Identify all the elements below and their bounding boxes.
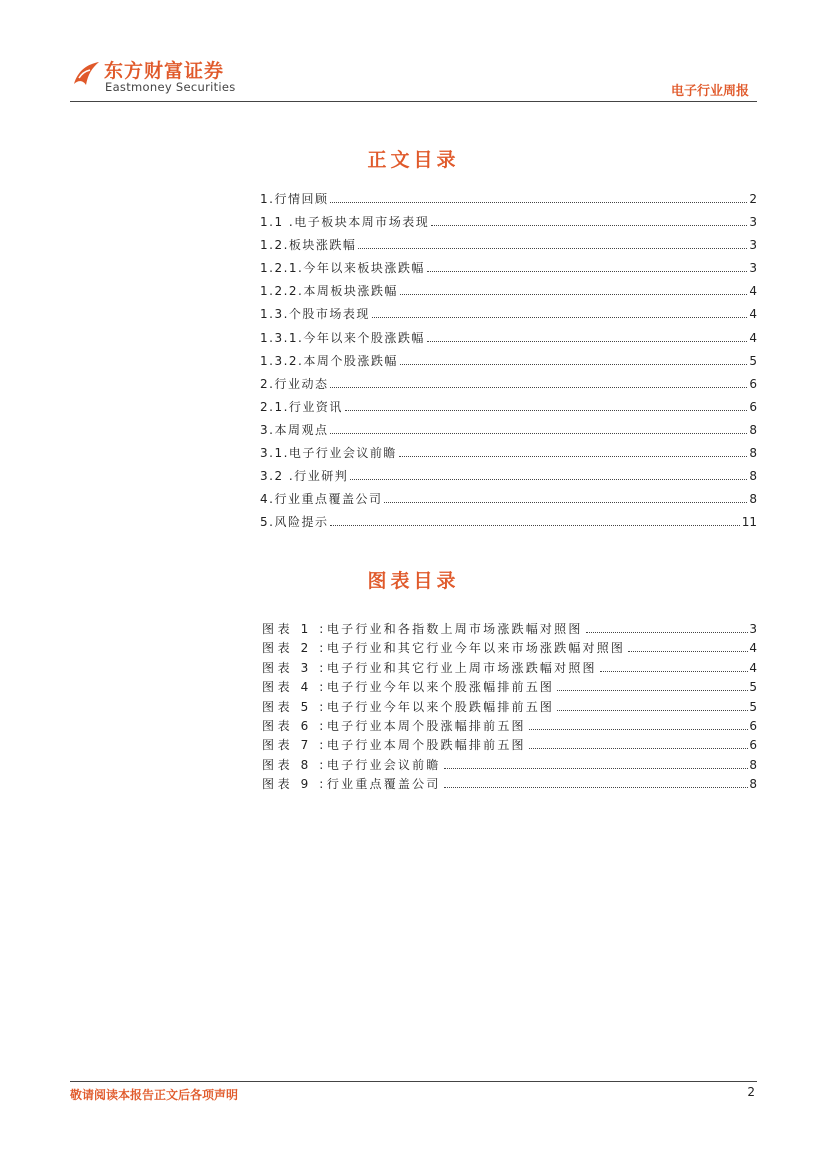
toc-entry-label: 1.行情回顾: [260, 192, 329, 206]
toc-entry[interactable]: [260, 257, 757, 280]
figure-entry-label: 图表 7 :: [262, 738, 327, 753]
toc-entry-label: 2.行业动态: [260, 376, 329, 391]
toc-entry-label: 5.风险提示: [260, 515, 329, 530]
figure-entry[interactable]: [262, 659, 757, 678]
toc-entry-label: 1.2.板块涨跌幅: [260, 238, 357, 253]
dot-leader: [628, 651, 748, 652]
toc-entry[interactable]: [260, 234, 757, 257]
toc-entry-page: 11: [741, 515, 757, 530]
disclaimer-note: 敬请阅读本报告正文后各项声明: [70, 1088, 239, 1102]
toc-entry-page: 4: [749, 284, 757, 299]
toc-title: 正文目录: [367, 149, 460, 171]
figure-entry-label: 图表 6 :: [262, 718, 327, 733]
toc-entry-label: 1.3.2.本周个股涨跌幅: [260, 353, 398, 368]
toc-entry[interactable]: [260, 280, 757, 303]
figure-entry-page: 5: [749, 699, 757, 714]
toc-entry-label: 1.2.1.今年以来板块涨跌幅: [260, 261, 425, 276]
figure-entry[interactable]: [262, 620, 757, 639]
toc-entry-label: 1.2.2.本周板块涨跌幅: [260, 284, 398, 299]
dot-leader: [330, 202, 747, 203]
dot-leader: [600, 671, 748, 672]
page-number: 2: [747, 1085, 755, 1099]
figure-entry-page: 6: [749, 738, 757, 753]
dot-leader: [330, 387, 747, 388]
dot-leader: [399, 456, 747, 457]
toc-entry-label: 3.1.电子行业会议前瞻: [260, 446, 397, 461]
dot-leader: [358, 248, 747, 249]
toc-entry[interactable]: [260, 188, 757, 211]
figure-entry-label: 图表 1 :: [262, 622, 327, 636]
toc-entry-page: 8: [749, 422, 757, 437]
figure-entry-label: 图表 8 :: [262, 757, 327, 772]
report-type-label: 电子行业周报: [670, 84, 749, 99]
toc-entry-page: 5: [749, 353, 757, 368]
footer-divider: [70, 1081, 757, 1082]
toc-entry[interactable]: [260, 442, 757, 465]
toc-entry-label: 3.本周观点: [260, 422, 329, 437]
toc-entry-label: 1.3.个股市场表现: [260, 307, 370, 322]
dot-leader: [557, 710, 748, 711]
toc-entry[interactable]: [260, 350, 757, 373]
dot-leader: [384, 502, 747, 503]
figure-entry-label: 图表 3 :: [262, 660, 327, 675]
eastmoney-logo-icon: [70, 58, 102, 90]
dot-leader: [427, 271, 747, 272]
toc-entry-page: 3: [749, 238, 757, 253]
brand-logo: [70, 56, 240, 96]
dot-leader: [529, 748, 748, 749]
figure-entry[interactable]: [262, 698, 757, 717]
figure-entry[interactable]: [262, 678, 757, 697]
toc-entry-page: 6: [749, 376, 757, 391]
dot-leader: [586, 632, 748, 633]
toc-entry[interactable]: [260, 303, 757, 326]
brand-name-cn: 东方财富证券: [104, 60, 225, 82]
figure-entry-label: 图表 9 :: [262, 777, 327, 792]
dot-leader: [427, 341, 747, 342]
figure-entry-label: 图表 2 :: [262, 641, 327, 656]
dot-leader: [372, 317, 747, 318]
toc-entry-label: 1.1 .电子板块本周市场表现: [260, 215, 430, 230]
dot-leader: [444, 787, 748, 788]
dot-leader: [345, 410, 747, 411]
toc-entry[interactable]: [260, 211, 757, 234]
toc-entry[interactable]: [260, 373, 757, 396]
toc-entry-page: 6: [749, 399, 757, 414]
figure-entry-title: 行业重点覆盖公司: [326, 777, 441, 792]
dot-leader: [444, 768, 748, 769]
figure-entry-page: 8: [749, 757, 757, 772]
figure-entry-title: 电子行业今年以来个股涨幅排前五图: [326, 680, 555, 695]
dot-leader: [350, 479, 747, 480]
toc-entry-page: 8: [749, 492, 757, 507]
figure-entry[interactable]: [262, 717, 757, 736]
dot-leader: [529, 729, 748, 730]
figure-entry-label: 图表 4 :: [262, 680, 327, 695]
page-header: [0, 0, 827, 110]
figure-entry-title: 电子行业本周个股跌幅排前五图: [326, 738, 526, 753]
figure-entry[interactable]: [262, 756, 757, 775]
figure-entry-title: 电子行业今年以来个股跌幅排前五图: [326, 699, 555, 714]
figure-entry[interactable]: [262, 775, 757, 794]
dot-leader: [330, 433, 747, 434]
figure-entry-title: 电子行业本周个股涨幅排前五图: [326, 718, 526, 733]
figure-entry[interactable]: [262, 736, 757, 755]
figure-entry-title: 电子行业和其它行业今年以来市场涨跌幅对照图: [326, 641, 626, 656]
toc-entry-page: 3: [749, 215, 757, 230]
dot-leader: [557, 690, 748, 691]
toc-entry-page: 2: [749, 192, 757, 206]
dot-leader: [431, 225, 747, 226]
toc-entry[interactable]: [260, 488, 757, 511]
dot-leader: [330, 525, 739, 526]
figure-entry-title: 电子行业和其它行业上周市场涨跌幅对照图: [326, 660, 597, 675]
toc-entry[interactable]: [260, 419, 757, 442]
dot-leader: [400, 364, 747, 365]
figures-title: 图表目录: [367, 570, 460, 592]
toc-entry-page: 4: [749, 307, 757, 322]
figure-entry[interactable]: [262, 639, 757, 658]
table-of-contents: [260, 188, 757, 534]
list-of-figures: [262, 620, 757, 795]
figure-entry-page: 5: [749, 680, 757, 695]
toc-entry[interactable]: [260, 511, 757, 534]
dot-leader: [400, 294, 747, 295]
brand-name-en: Eastmoney Securities: [105, 80, 236, 94]
figure-entry-title: 电子行业和各指数上周市场涨跌幅对照图: [326, 622, 583, 636]
toc-entry-page: 8: [749, 469, 757, 484]
toc-entry-page: 3: [749, 261, 757, 276]
toc-entry-label: 4.行业重点覆盖公司: [260, 492, 383, 507]
toc-entry[interactable]: [260, 327, 757, 350]
toc-entry[interactable]: [260, 465, 757, 488]
toc-entry-label: 1.3.1.今年以来个股涨跌幅: [260, 330, 425, 345]
toc-entry-page: 4: [749, 330, 757, 345]
toc-entry-label: 3.2 .行业研判: [260, 469, 349, 484]
figure-entry-label: 图表 5 :: [262, 699, 327, 714]
figure-entry-page: 4: [749, 660, 757, 675]
figure-entry-page: 8: [749, 777, 757, 792]
figure-entry-page: 4: [749, 641, 757, 656]
toc-entry-label: 2.1.行业资讯: [260, 399, 343, 414]
header-divider: [70, 101, 757, 102]
figure-entry-page: 3: [749, 622, 757, 636]
figure-entry-title: 电子行业会议前瞻: [326, 757, 441, 772]
toc-entry[interactable]: [260, 396, 757, 419]
figure-entry-page: 6: [749, 718, 757, 733]
toc-entry-page: 8: [749, 446, 757, 461]
